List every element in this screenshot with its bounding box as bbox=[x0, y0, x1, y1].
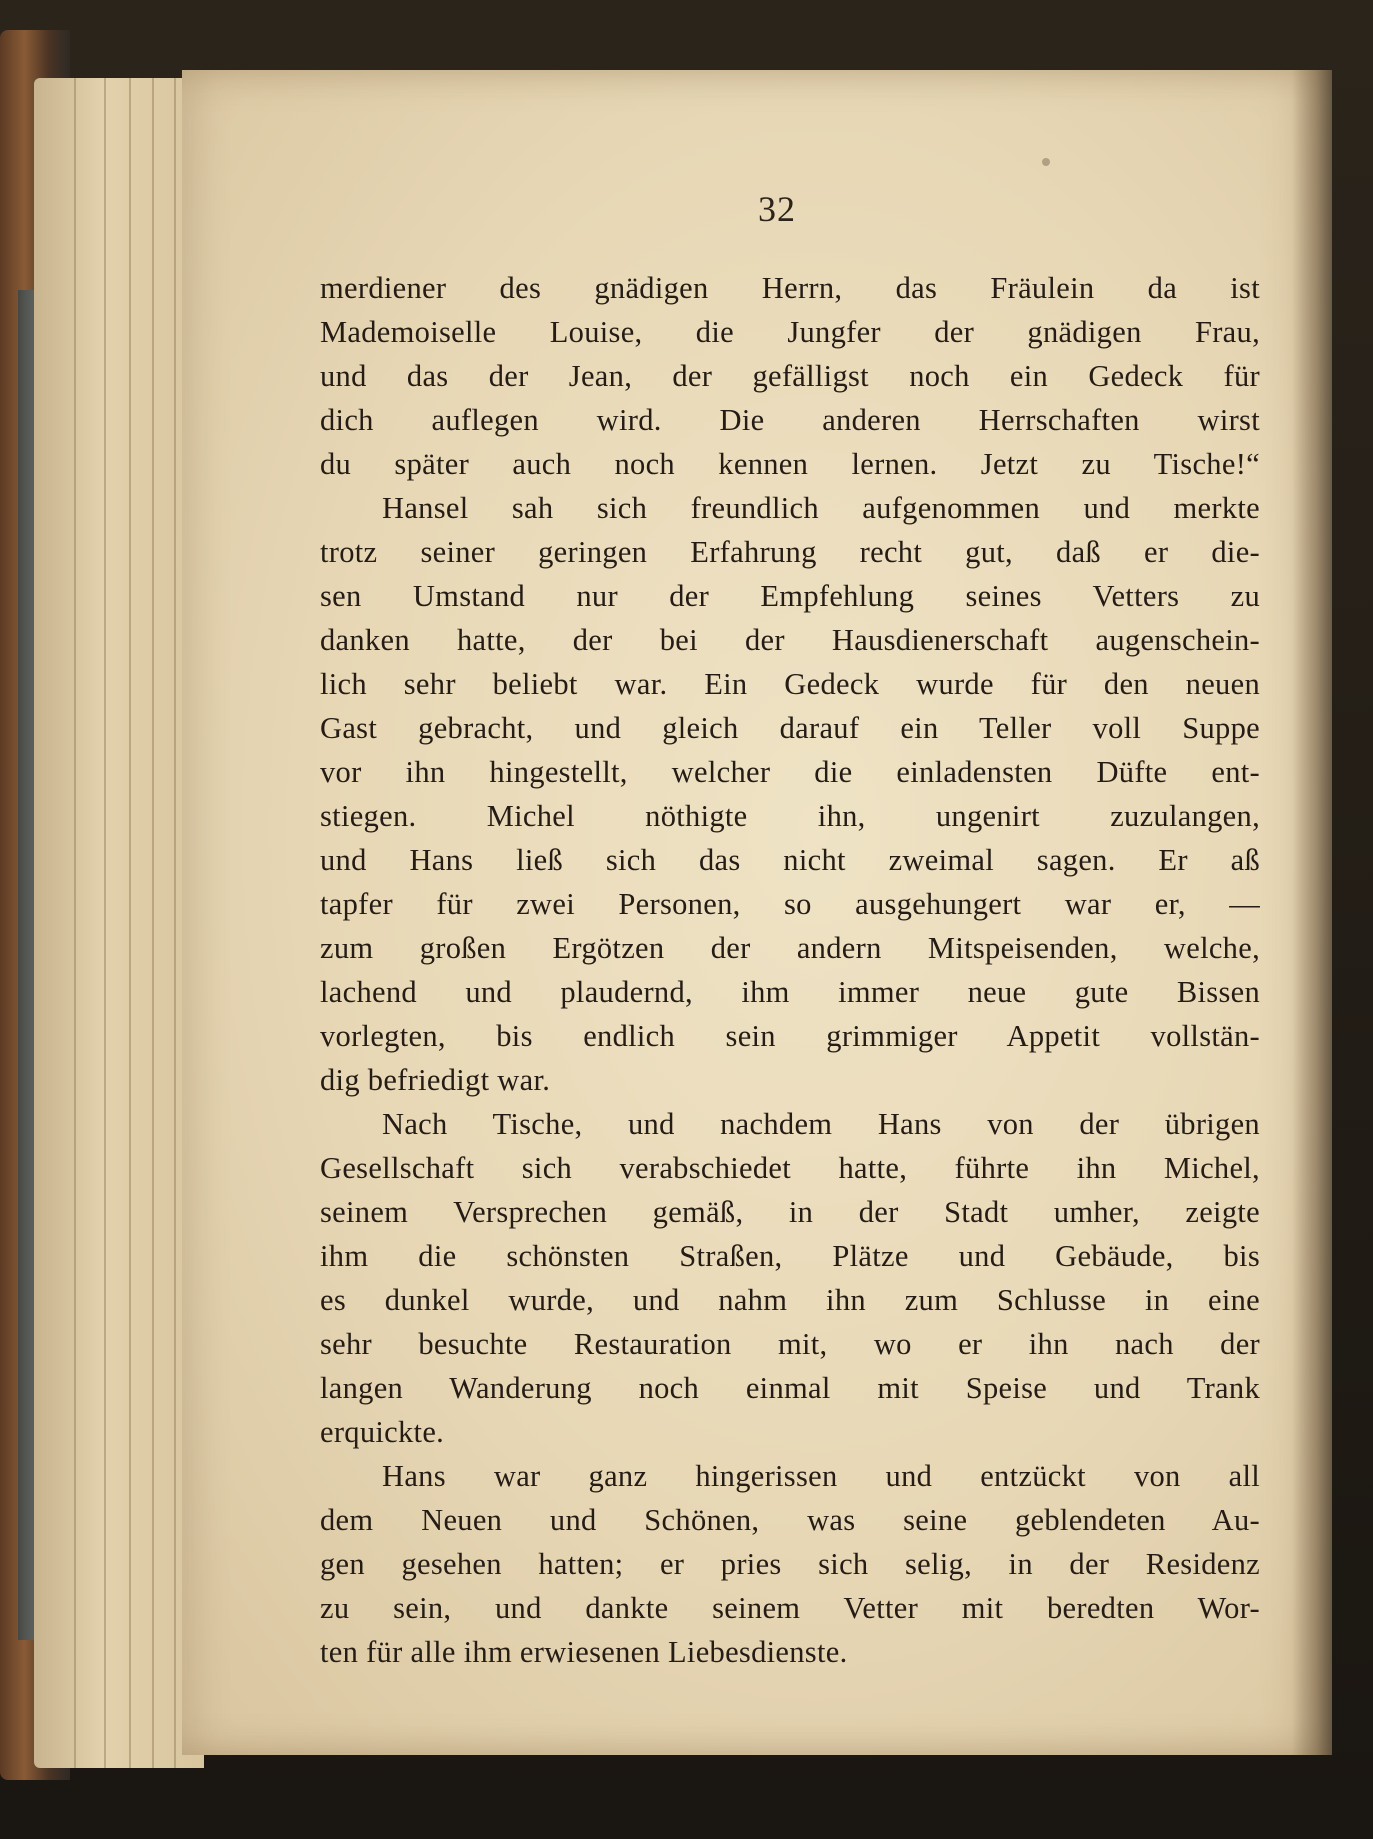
text-line: zum großen Ergötzen der andern Mitspeisenden, welche, bbox=[320, 931, 1260, 965]
text-line: Hansel sah sich freundlich aufgenommen und merkte bbox=[382, 491, 1260, 525]
text-line: trotz seiner geringen Erfahrung recht gut, daß er die- bbox=[320, 535, 1260, 569]
text-line: merdiener des gnädigen Herrn, das Fräulein da ist bbox=[320, 271, 1260, 305]
text-line: lachend und plaudernd, ihm immer neue gute Bissen bbox=[320, 975, 1260, 1009]
page-edges bbox=[34, 78, 204, 1768]
text-line: langen Wanderung noch einmal mit Speise und Trank bbox=[320, 1371, 1260, 1405]
text-line: ten für alle ihm erwiesenen Liebesdienste. bbox=[320, 1635, 848, 1669]
page-gutter-shadow bbox=[1292, 70, 1332, 1755]
text-line: vor ihn hingestellt, welcher die einladensten Düfte ent- bbox=[320, 755, 1260, 789]
text-line: Nach Tische, und nachdem Hans von der übrigen bbox=[382, 1107, 1260, 1141]
page-edge-line bbox=[104, 78, 106, 1768]
page-number: 32 bbox=[758, 189, 796, 229]
text-line: vorlegten, bis endlich sein grimmiger Appetit vollstän- bbox=[320, 1019, 1260, 1053]
text-line: dich auflegen wird. Die anderen Herrschaften wirst bbox=[320, 403, 1260, 437]
page-edge-line bbox=[74, 78, 76, 1768]
text-line: dig befriedigt war. bbox=[320, 1063, 551, 1097]
text-line: sehr besuchte Restauration mit, wo er ihn nach der bbox=[320, 1327, 1260, 1361]
text-line: dem Neuen und Schönen, was seine geblendeten Au- bbox=[320, 1503, 1260, 1537]
text-line: ihm die schönsten Straßen, Plätze und Gebäude, bis bbox=[320, 1239, 1260, 1273]
text-line: Gast gebracht, und gleich darauf ein Teller voll Suppe bbox=[320, 711, 1260, 745]
text-line: du später auch noch kennen lernen. Jetzt zu Tische!“ bbox=[320, 447, 1260, 481]
text-line: Gesellschaft sich verabschiedet hatte, führte ihn Michel, bbox=[320, 1151, 1260, 1185]
text-line: danken hatte, der bei der Hausdienerschaft augenschein- bbox=[320, 623, 1260, 657]
book-page bbox=[182, 70, 1332, 1755]
text-line: stiegen. Michel nöthigte ihn, ungenirt zuzulangen, bbox=[320, 799, 1260, 833]
text-line: Hans war ganz hingerissen und entzückt von all bbox=[382, 1459, 1260, 1493]
text-line: sen Umstand nur der Empfehlung seines Vetters zu bbox=[320, 579, 1260, 613]
text-line: zu sein, und dankte seinem Vetter mit beredten Wor- bbox=[320, 1591, 1260, 1625]
text-line: tapfer für zwei Personen, so ausgehungert war er, — bbox=[320, 887, 1260, 921]
text-line: und Hans ließ sich das nicht zweimal sagen. Er aß bbox=[320, 843, 1260, 877]
text-line: gen gesehen hatten; er pries sich selig, in der Residenz bbox=[320, 1547, 1260, 1581]
page-edge-line bbox=[152, 78, 154, 1768]
text-line: seinem Versprechen gemäß, in der Stadt umher, zeigte bbox=[320, 1195, 1260, 1229]
page-text bbox=[320, 266, 1260, 1674]
text-line: Mademoiselle Louise, die Jungfer der gnädigen Frau, bbox=[320, 315, 1260, 349]
page-edge-line bbox=[129, 78, 131, 1768]
text-line: und das der Jean, der gefälligst noch ein Gedeck für bbox=[320, 359, 1260, 393]
paper-fleck bbox=[1042, 158, 1050, 166]
text-line: erquickte. bbox=[320, 1415, 445, 1449]
text-line: es dunkel wurde, und nahm ihn zum Schlusse in eine bbox=[320, 1283, 1260, 1317]
page-edge-line bbox=[174, 78, 176, 1768]
text-line: lich sehr beliebt war. Ein Gedeck wurde für den neuen bbox=[320, 667, 1260, 701]
